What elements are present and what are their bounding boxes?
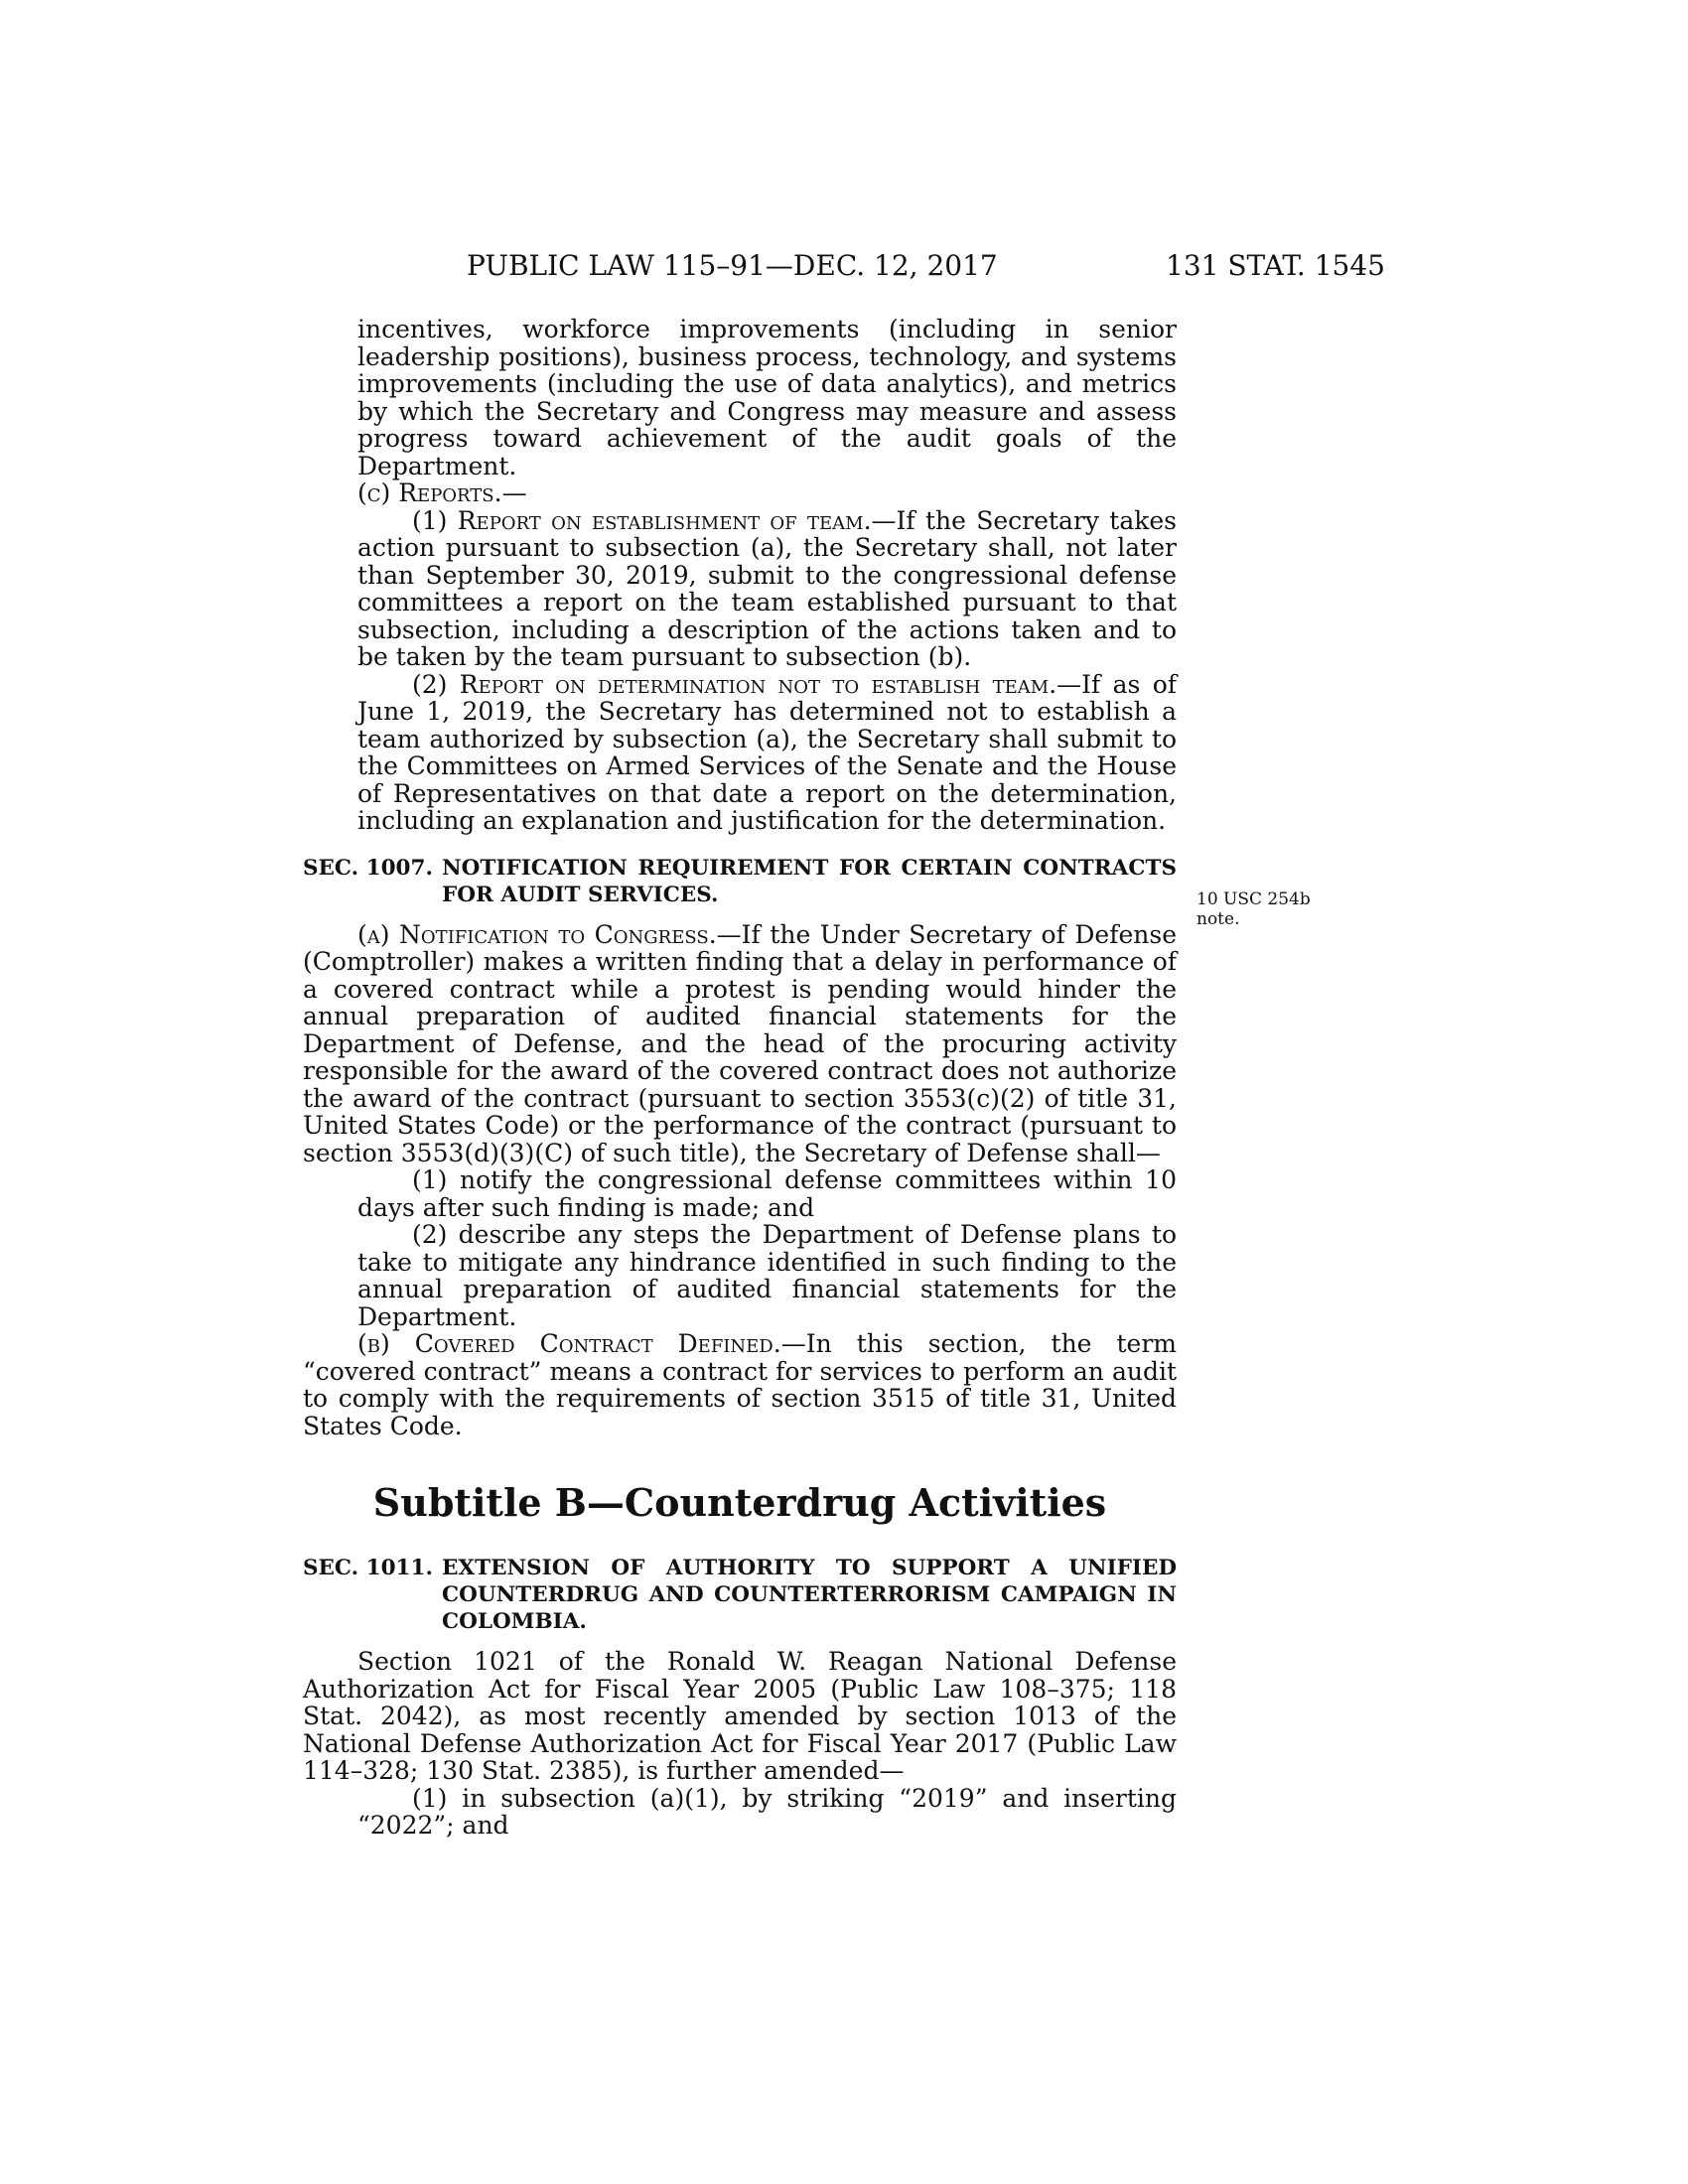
document-body [303, 316, 1177, 1840]
report-2-paragraph [303, 671, 1177, 835]
section-1011-heading [303, 1555, 1177, 1635]
subsection-c-heading [303, 479, 1177, 507]
subsection-b-text: —In this section, the term “covered contract” means a contract for services to perform an audit to comply with the requirements of section 3515 of title 31, United States Code. [303, 1329, 1177, 1440]
margin-note [1196, 889, 1355, 929]
subsection-b-label: (b) Covered Contract Defined. [357, 1329, 781, 1358]
stat-page-number: 131 STAT. 1545 [1166, 249, 1385, 282]
margin-note-suffix: note. [1196, 909, 1240, 929]
report-2-label: (2) Report on determination not to establish team. [412, 669, 1057, 699]
section-1011-number: SEC. 1011. [303, 1556, 433, 1580]
report-2-text: —If as of June 1, 2019, the Secretary has determined not to establish a team authorized by subsection (a), the Secretary shall submit to the Committees on Armed Services of the Senate and the House of Representatives on that date a report on the determination, including an explanation and justification for the determination. [357, 669, 1177, 835]
report-1-label: (1) Report on establishment of team. [412, 505, 872, 535]
continuation-paragraph: incentives, workforce improvements (including in senior leadership positions), business process, technology, and systems improvements (including the use of data analytics), and metrics by which the Secretary and Congress may measure and assess progress toward achievement of the audit goals of the Department. [357, 315, 1177, 480]
public-law-title: PUBLIC LAW 115–91—DEC. 12, 2017 [467, 249, 998, 282]
subsection-a-label: (a) Notification to Congress. [357, 919, 717, 949]
subsection-a-text: —If the Under Secretary of Defense (Comptroller) makes a written finding that a delay in performance of a covered contract while a protest is pending would hinder the annual preparation of audited financial statements for the Department of Defense, and the head of the procuring activity responsible for the award of the covered contract does not authorize the award of the contract (pursuant to section 3553(c)(2) of title 31, United States Code) or the performance of the contract (pursuant to section 3553(d)(3)(C) of such title), the Secretary of Defense shall— [303, 919, 1177, 1167]
section-1011-title: EXTENSION OF AUTHORITY TO SUPPORT A UNIFIED COUNTERDRUG AND COUNTERTERRORISM CAMPAIGN IN COLOMBIA. [442, 1556, 1177, 1634]
item-1-paragraph: (1) notify the congressional defense committees within 10 days after such finding is made; and [357, 1165, 1177, 1222]
item-2-paragraph: (2) describe any steps the Department of Defense plans to take to mitigate any hindrance identified in such finding to the annual preparation of audited financial statements for the Department. [357, 1220, 1177, 1331]
report-1-paragraph [303, 507, 1177, 671]
margin-note-citation: 10 USC 254b [1196, 889, 1311, 909]
page-header [298, 249, 1385, 289]
section-1011-intro: Section 1021 of the Ronald W. Reagan National Defense Authorization Act for Fiscal Year 2005 (Public Law 108–375; 118 Stat. 2042), as most recently amended by section 1013 of the National Defense Authorization Act for Fiscal Year 2017 (Public Law 114–328; 130 Stat. 2385), is further amended— [303, 1647, 1177, 1785]
subsection-a-paragraph [303, 921, 1177, 1167]
subsection-b-paragraph [303, 1330, 1177, 1439]
subtitle-heading: Subtitle B—Counterdrug Activities [372, 1480, 1107, 1525]
section-1007-title: NOTIFICATION REQUIREMENT FOR CERTAIN CONTRACTS FOR AUDIT SERVICES. [442, 855, 1177, 907]
report-1-text: —If the Secretary takes action pursuant to subsection (a), the Secretary shall, not later than September 30, 2019, submit to the congressional defense committees a report on the team established pursuant to that subsection, including a description of the actions taken and to be taken by the team pursuant to subsection (b). [357, 505, 1177, 671]
reports-heading: (c) Reports.— [357, 478, 527, 507]
section-1007-number: SEC. 1007. [303, 855, 433, 881]
section-1011-item-1: (1) in subsection (a)(1), by striking “2019” and inserting “2022”; and [357, 1783, 1177, 1840]
section-1007-heading [303, 855, 1177, 908]
